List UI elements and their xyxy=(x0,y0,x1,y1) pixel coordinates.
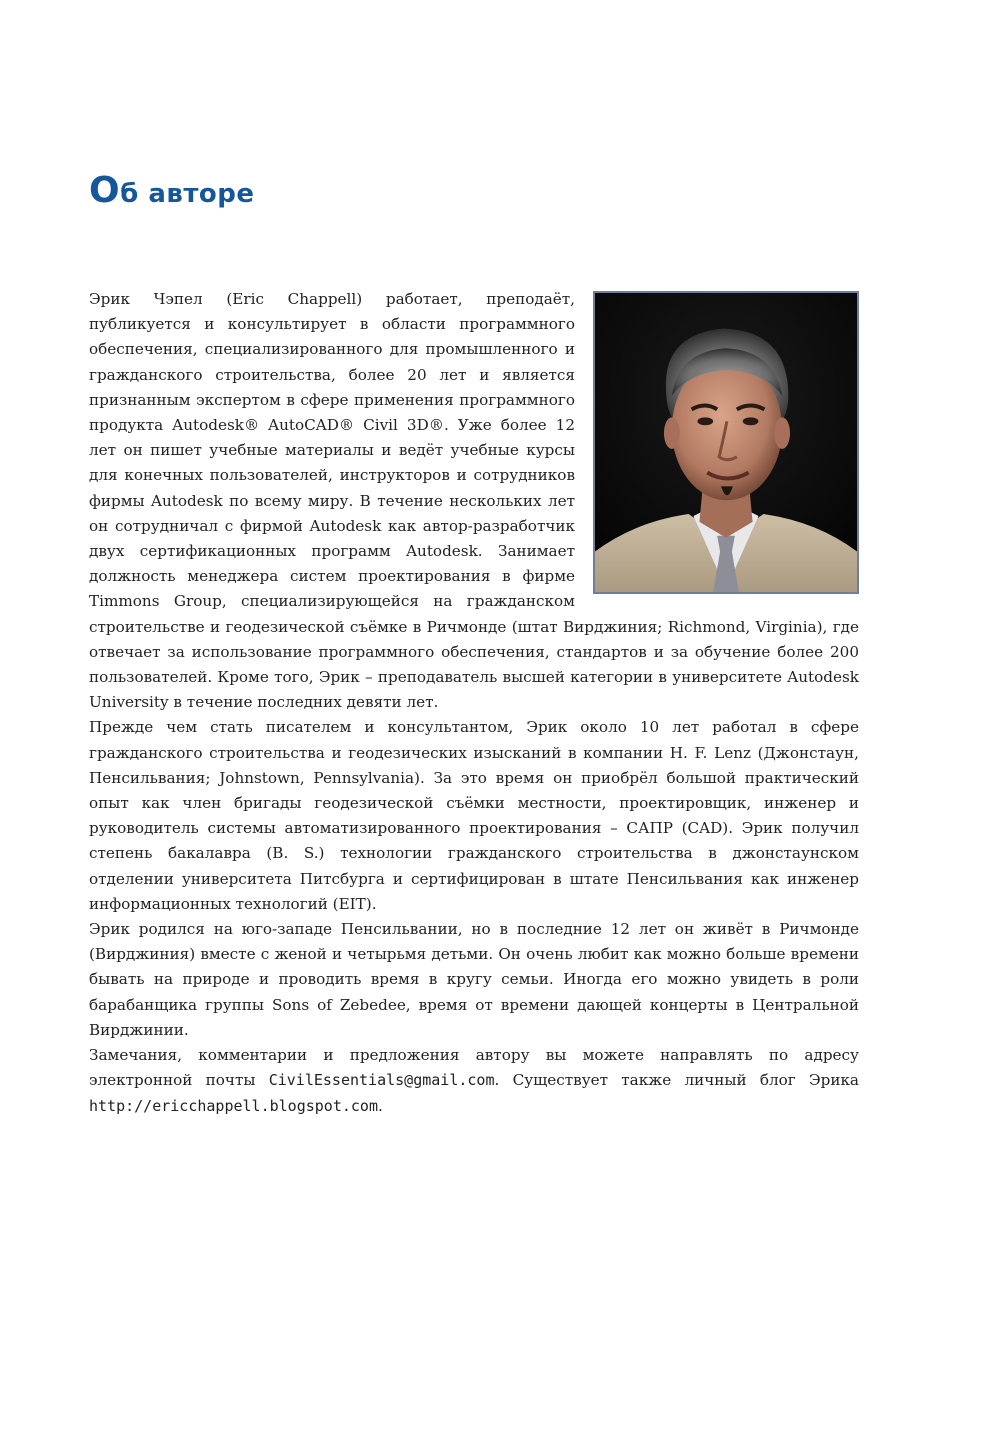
contact-text-blog: . Существует также личный блог Эрика xyxy=(494,1071,859,1090)
contact-paragraph xyxy=(89,1043,859,1119)
email-address: CivilEssentials@gmail.com xyxy=(268,1071,495,1090)
bio-paragraph-3: Эрик родился на юго-западе Пенсильвании, но в последние 12 лет он живёт в Ричмонде (Вирджиния) вместе с женой и четырьмя детьми. Он очень любит как можно больше времени бывать на природе и проводить время в кругу семьи. Иногда его можно увидеть в роли барабанщика группы Sons of Zebedee, время от времени дающей концерты в Центральной Вирджинии. xyxy=(89,920,859,1039)
bio-paragraph-1: Эрик Чэпел (Eric Chappell) работает, преподаёт, публикуется и консультирует в области программного обеспечения, специализированного для промышленного и гражданского строительства, более 20 лет и является признанным экспертом в сфере применения программного продукта Autodesk® AutoCAD® Civil 3D®. Уже более 12 лет он пишет учебные материалы и ведёт учебные курсы для конечных пользователей, инструкторов и сотрудников фирмы Autodesk по всему миру. В течение нескольких лет он сотрудничал с фирмой Autodesk как автор-разработчик двух сертификационных программ Autodesk. Занимает должность менеджера систем проектирования в фирме Timmons Group, специализирующейся на гражданском строительстве и геодезической съёмке в Ричмонде (штат Вирджиния; Richmond, Virginia), где отвечает за использование программного обеспечения, стандартов и за обучение более 200 пользователей. Кроме того, Эрик – преподаватель высшей категории в университете Autodesk University в течение последних девяти лет. xyxy=(89,290,859,712)
page-title-initial: О xyxy=(89,170,121,211)
page-title xyxy=(89,160,859,225)
contact-text-end: . xyxy=(377,1096,383,1115)
blog-url: http://ericchappell.blogspot.com xyxy=(89,1096,378,1115)
author-portrait-photo xyxy=(593,291,859,594)
page-title-rest: б авторе xyxy=(120,179,255,209)
portrait-image xyxy=(595,293,857,592)
page xyxy=(89,160,859,1119)
author-bio xyxy=(89,287,859,1119)
bio-paragraph-2: Прежде чем стать писателем и консультантом, Эрик около 10 лет работал в сфере гражданского строительства и геодезических изысканий в компании H. F. Lenz (Джонстаун, Пенсильвания; Johnstown, Pennsylvania). За это время он приобрёл большой практический опыт как член бригады геодезической съёмки местности, проектировщик, инженер и руководитель системы автоматизированного проектирования – САПР (CAD). Эрик получил степень бакалавра (B. S.) технологии гражданского строительства в джонстаунском отделении университета Питсбурга и сертифицирован в штате Пенсильвания как инженер информационных технологий (EIT). xyxy=(89,718,859,913)
contact-text-intro: Замечания, комментарии и предложения автору вы можете направлять по адресу электронной почты xyxy=(89,1046,859,1090)
